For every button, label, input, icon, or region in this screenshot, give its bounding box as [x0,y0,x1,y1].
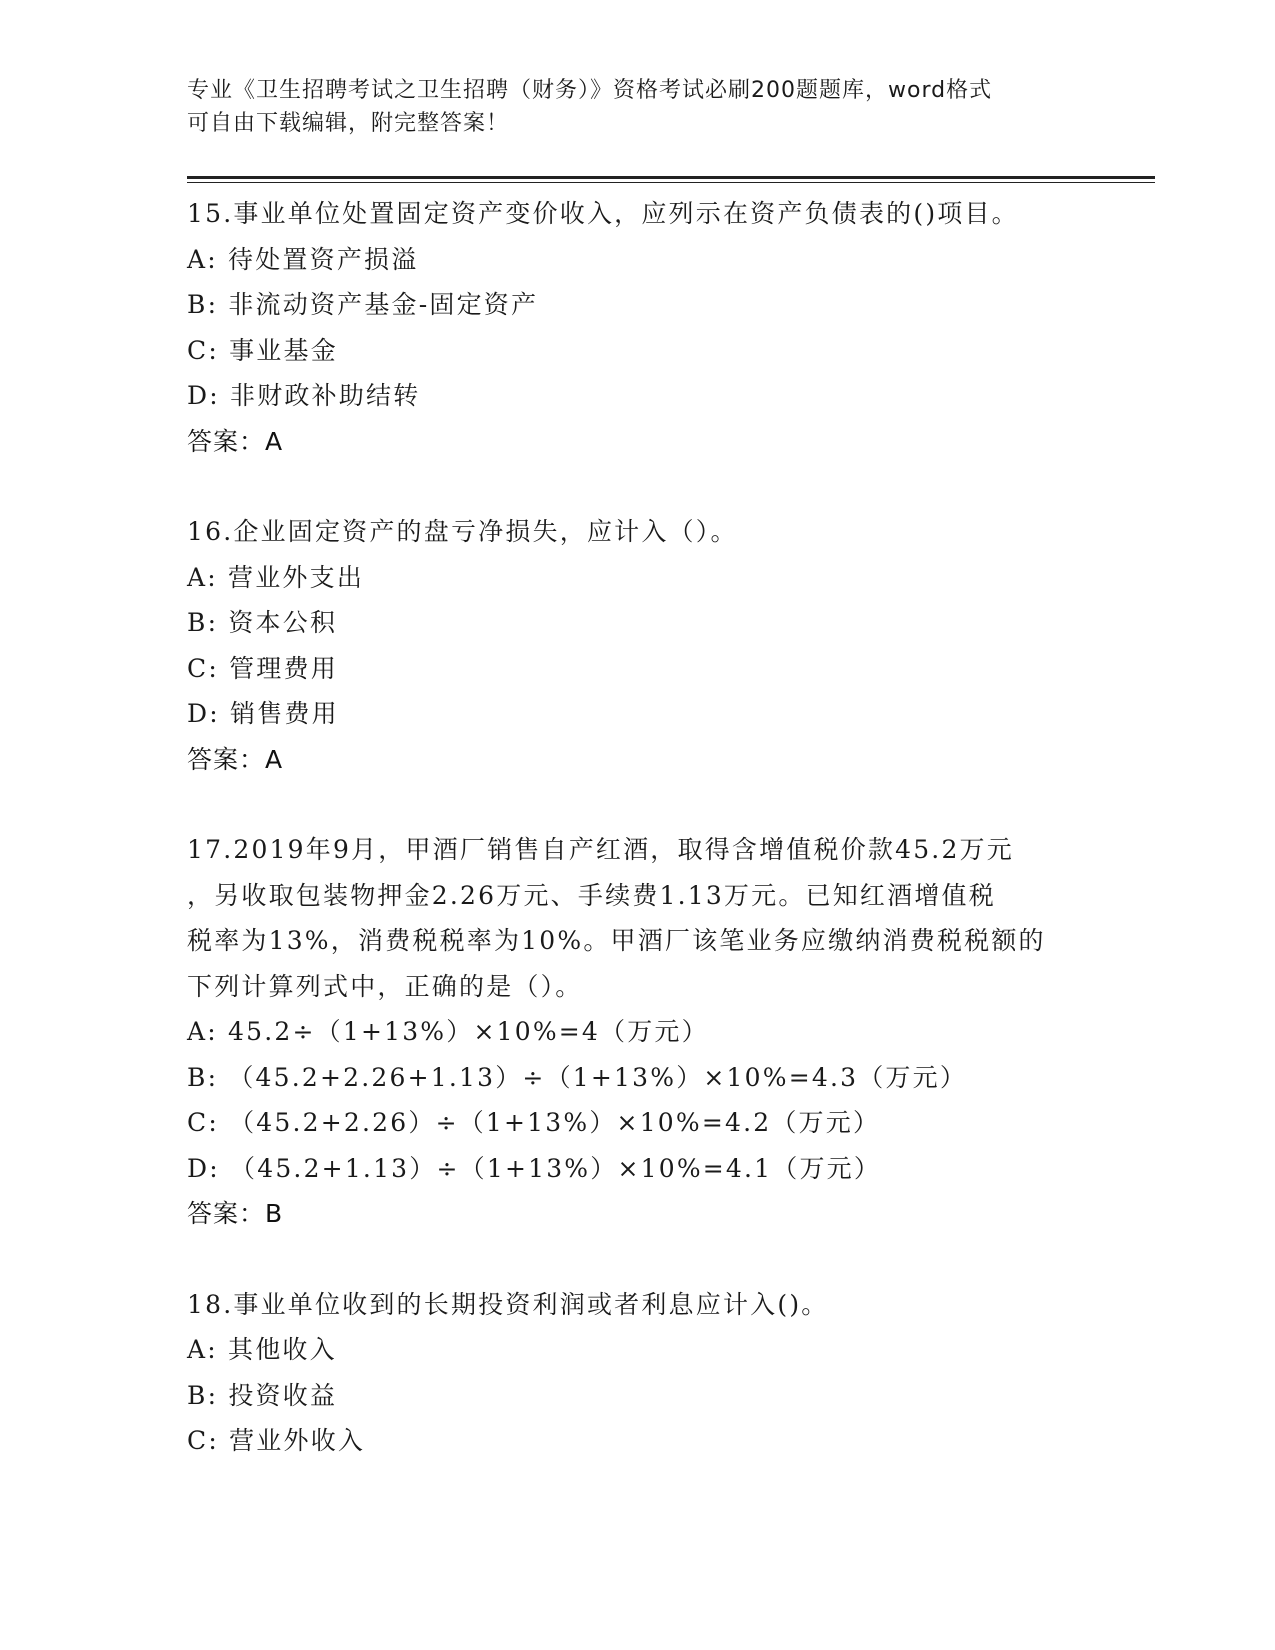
question-text: 18.事业单位收到的长期投资利润或者利息应计入()。 [187,1289,829,1319]
option-b: B: （45.2+2.26+1.13）÷（1+13%）×10%=4.3（万元） [187,1062,968,1092]
header-line-1: 专业《卫生招聘考试之卫生招聘（财务）》资格考试必刷200题题库，word格式 [187,78,993,103]
option-b: B: 投资收益 [187,1380,338,1410]
option-a: A: 待处置资产损溢 [187,244,419,274]
option-d: D: 销售费用 [187,699,339,728]
question-text-line-1: 17.2019年9月，甲酒厂销售自产红酒，取得含增值税价款45.2万元 [187,835,1014,864]
option-d: D: 非财政补助结转 [187,381,421,410]
option-a: A: 45.2÷（1+13%）×10%=4（万元） [187,1017,709,1046]
option-c: C: 事业基金 [187,335,338,365]
header-line-2: 可自由下载编辑，附完整答案！ [187,111,510,136]
document-header [187,74,1067,140]
question-text-line-2: ，另收取包装物押金2.26万元、手续费1.13万元。已知红酒增值税 [187,880,996,910]
question-text: 16.企业固定资产的盘亏净损失，应计入（）。 [187,517,738,546]
option-b: B: 非流动资产基金-固定资产 [187,290,539,319]
question-17 [187,827,1087,1237]
option-c: C: 营业外收入 [187,1426,366,1455]
question-text-line-3: 税率为13%，消费税税率为10%。甲酒厂该笔业务应缴纳消费税税额的 [187,926,1046,955]
option-b: B: 资本公积 [187,608,338,637]
option-c: C: 管理费用 [187,653,338,683]
header-divider [187,176,1155,183]
question-text-line-4: 下列计算列式中，正确的是（）。 [187,971,583,1001]
option-d: D: （45.2+1.13）÷（1+13%）×10%=4.1（万元） [187,1153,882,1183]
question-18 [187,1282,1087,1464]
answer-label: 答案：A [187,426,284,456]
question-text: 15.事业单位处置固定资产变价收入，应列示在资产负债表的()项目。 [187,199,1019,228]
option-a: A: 其他收入 [187,1335,337,1364]
answer-label: 答案：B [187,1199,284,1228]
question-15 [187,191,1087,464]
option-a: A: 营业外支出 [187,562,365,592]
question-list [187,191,1087,1509]
answer-label: 答案：A [187,744,284,774]
question-16 [187,509,1087,782]
option-c: C: （45.2+2.26）÷（1+13%）×10%=4.2（万元） [187,1108,881,1137]
